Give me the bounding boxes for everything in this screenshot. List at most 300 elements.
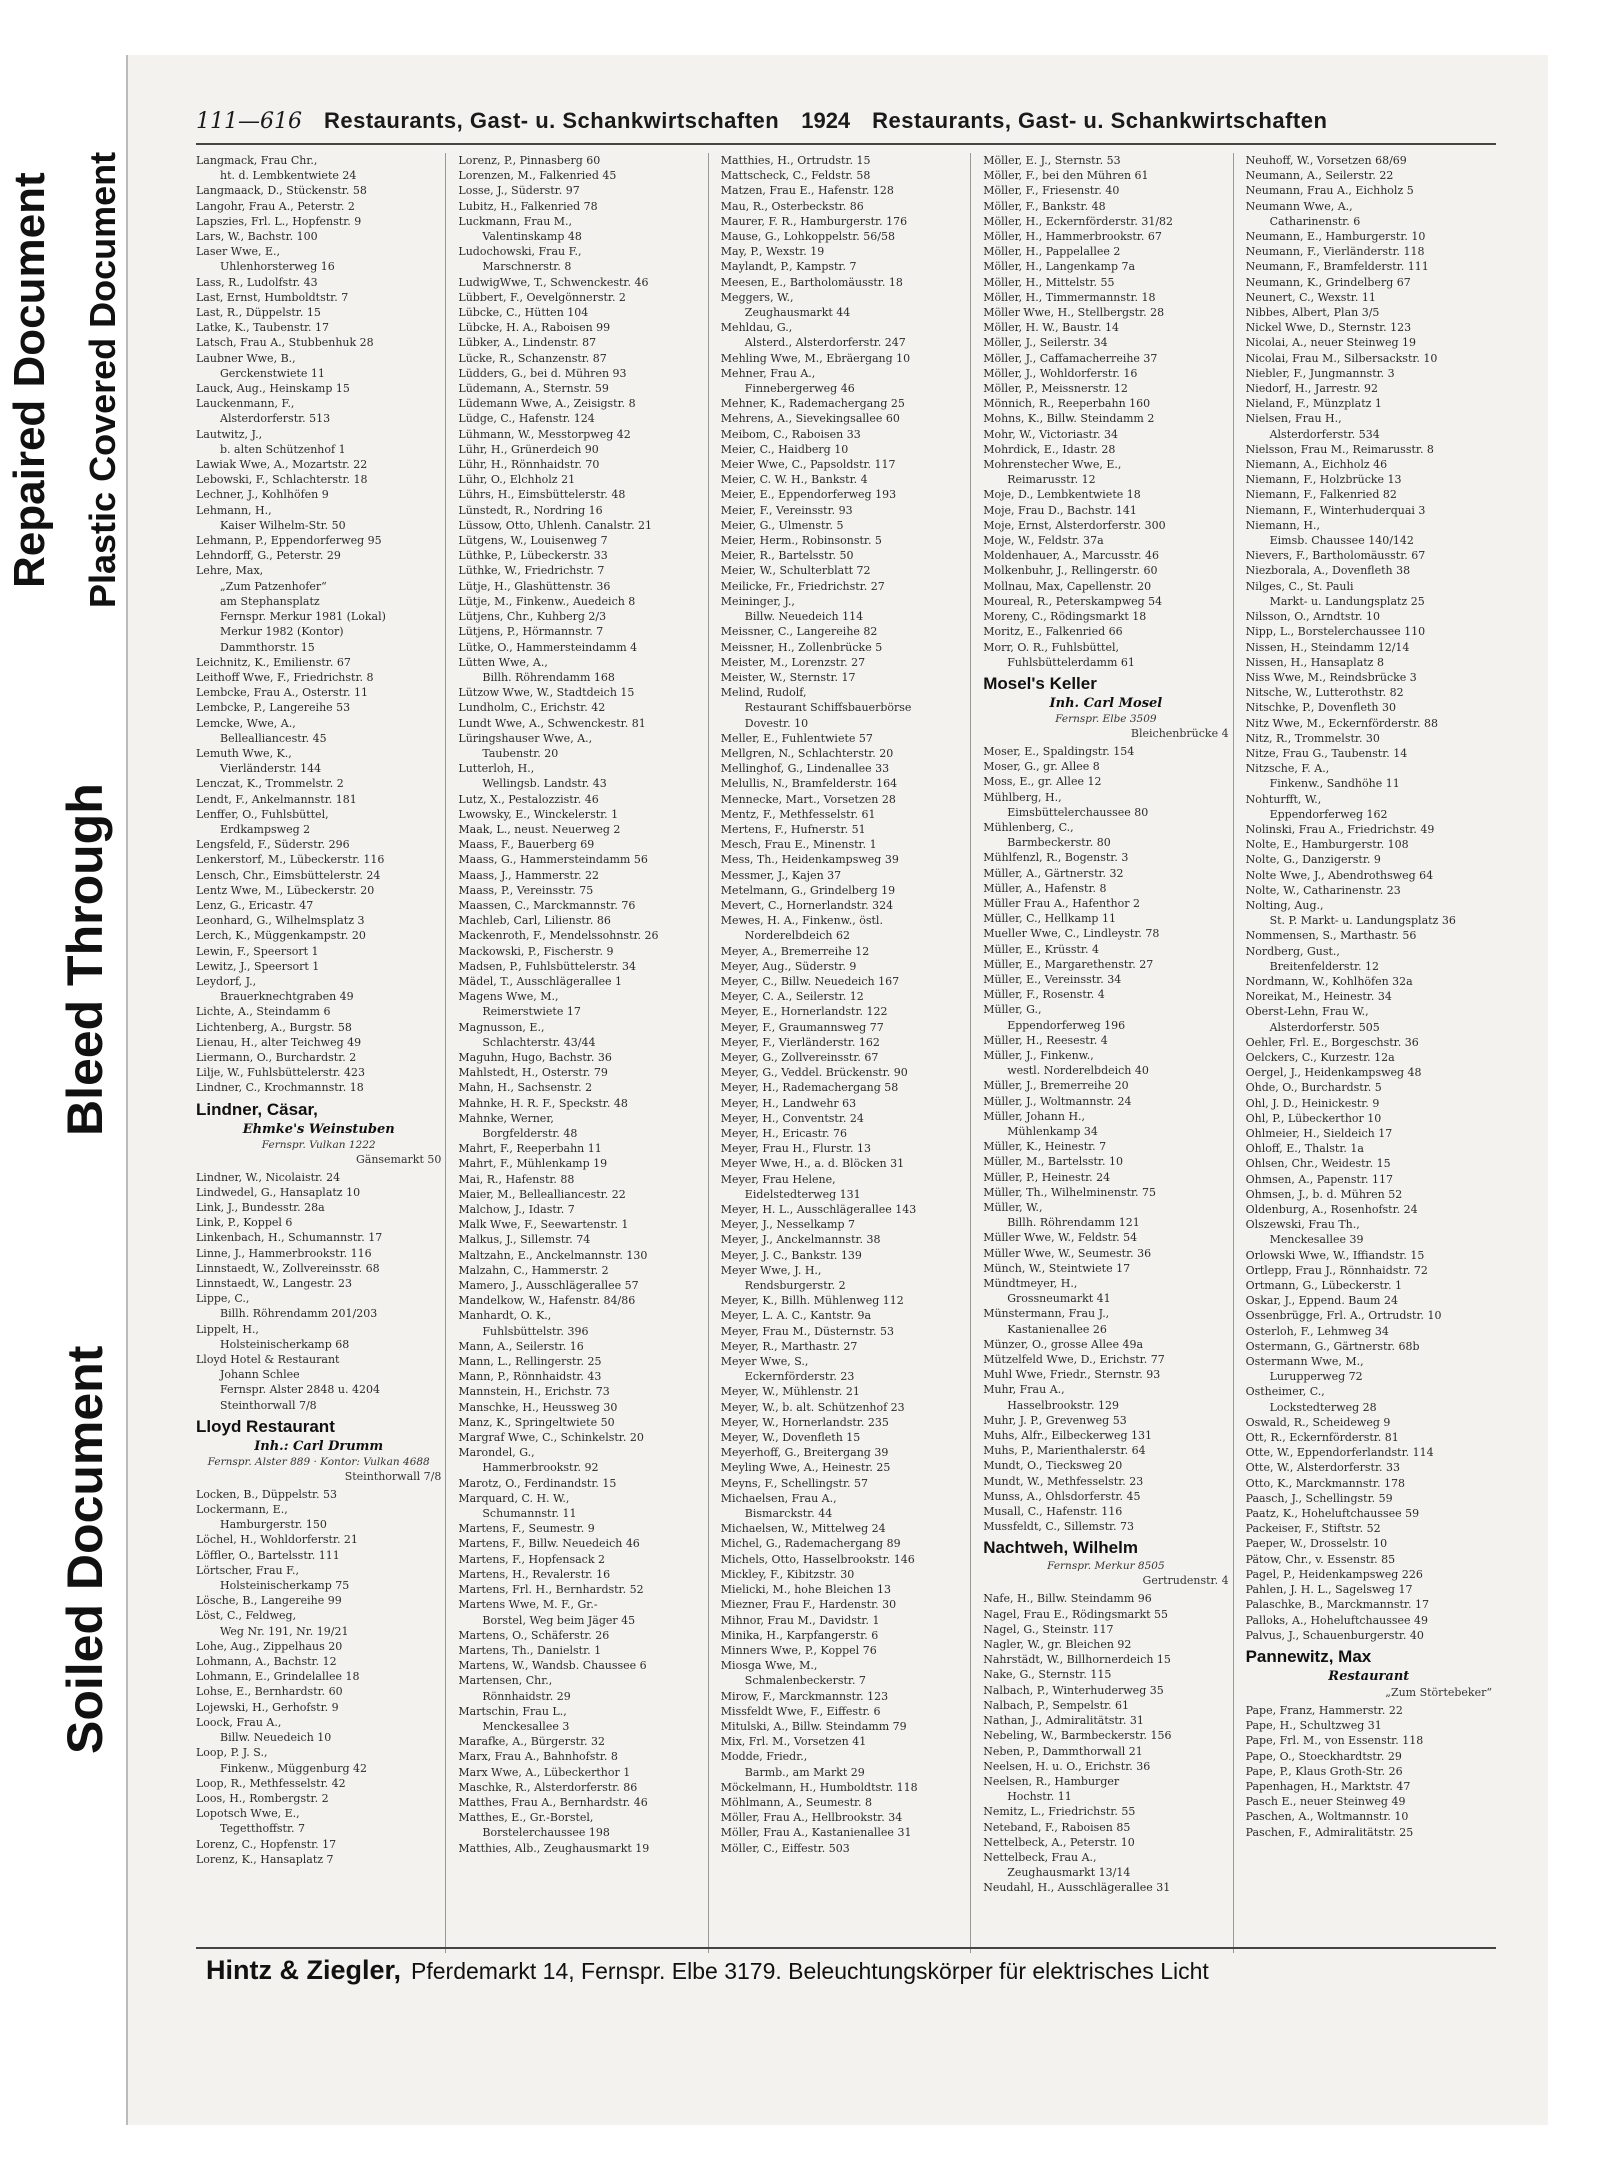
entry-address-line: Hasselbrookstr. 129 [1007,1398,1119,1412]
directory-entry: Meier, C. W. H., Bankstr. 4 [720,473,868,487]
advertisement-sub2: Bleichenbrücke 4 [1130,726,1229,740]
entry-address-line: Billh. Röhrendamm 121 [1007,1216,1140,1230]
directory-entry: Meggers, W., [720,290,794,304]
directory-entry: Möller, H., Mittelstr. 55 [983,275,1115,289]
directory-entry: Meyer, W., Mühlenstr. 21 [720,1385,860,1399]
directory-entry: Nicolai, A., neuer Steinweg 19 [1245,336,1417,350]
directory-entry: Lengsfeld, F., Süderstr. 296 [196,838,350,852]
directory-entry: Müller, Th., Wilhelminenstr. 75 [983,1185,1157,1199]
entry-address-line: Reimerstwiete 17 [482,1005,581,1019]
directory-entry: Nebeling, W., Barmbeckerstr. 156 [983,1729,1172,1743]
advertisement-title: Pannewitz, Max [1245,1646,1372,1666]
directory-entry: Lenczat, K., Trommelstr. 2 [196,777,344,791]
directory-entry: Lerch, K., Müggenkampstr. 20 [196,929,366,943]
directory-entry: Niss Wwe, M., Reindsbrücke 3 [1245,670,1417,684]
directory-entry: Meyer, J., Nesselkamp 7 [720,1218,856,1232]
directory-entry: Müller Frau A., Hafenthor 2 [983,896,1140,910]
directory-entry: Lühr, O., Elchholz 21 [458,473,576,487]
directory-entry: Losse, J., Süderstr. 97 [458,184,580,198]
directory-entry: Niemann, A., Eichholz 46 [1245,458,1388,472]
directory-entry: Müller Wwe, W., Seumestr. 36 [983,1246,1152,1260]
directory-entry: Lopotsch Wwe, E., [196,1807,300,1821]
directory-entry: Mattscheck, C., Feldstr. 58 [720,169,871,183]
directory-entry: Mewes, H. A., Finkenw., östl. [720,914,883,928]
directory-entry: Ohl, J. D., Heinickestr. 9 [1245,1096,1380,1110]
directory-entry: Mahlstedt, H., Osterstr. 79 [458,1066,608,1080]
directory-entry: Ohloff, E., Thalstr. 1a [1245,1142,1364,1156]
directory-entry: Möller, H., Langenkamp 7a [983,260,1136,274]
entry-address-line: Erdkampsweg 2 [220,822,311,836]
directory-entry: Linkenbach, H., Schumannstr. 17 [196,1231,383,1245]
directory-entry: Mackenroth, F., Mendelssohnstr. 26 [458,929,659,943]
directory-entry: Müller, J., Bremerreihe 20 [983,1079,1129,1093]
directory-entry: Meier, G., Ulmenstr. 5 [720,518,844,532]
directory-entry: Lilje, W., Fuhlsbüttelerstr. 423 [196,1066,365,1080]
entry-address-line: Breitenfelderstr. 12 [1269,959,1379,973]
entry-address-line: Eppendorferweg 196 [1007,1018,1126,1032]
directory-entry: Pape, Franz, Hammerstr. 22 [1245,1703,1403,1717]
entry-address-line: Steinthorwall 7/8 [220,1398,317,1412]
directory-entry: Magens Wwe, M., [458,990,559,1004]
directory-entry: Lentz Wwe, M., Lübeckerstr. 20 [196,883,375,897]
directory-entry: Meier, E., Eppendorferweg 193 [720,488,897,502]
directory-entry: Mohrenstecher Wwe, E., [983,458,1122,472]
directory-entry: Nolte, W., Catharinenstr. 23 [1245,883,1401,897]
directory-entry: Niezborala, A., Dovenfleth 38 [1245,564,1411,578]
directory-entry: Nolte, G., Danzigerstr. 9 [1245,853,1381,867]
directory-entry: Meyer, Frau M., Düsternstr. 53 [720,1324,895,1338]
directory-entry: Meyer, C. A., Seilerstr. 12 [720,990,864,1004]
advertisement-sub: Restaurant [1328,1668,1410,1684]
directory-entry: Latke, K., Taubenstr. 17 [196,321,330,335]
directory-entry: Mahrt, F., Mühlenkamp 19 [458,1157,608,1171]
directory-entry: Mühlfenzl, R., Bogenstr. 3 [983,851,1129,865]
directory-entry: Neudahl, H., Ausschlägerallee 31 [983,1881,1171,1895]
directory-entry: Müller, P., Heinestr. 24 [983,1170,1111,1184]
directory-entry: Lenffer, O., Fuhlsbüttel, [196,807,329,821]
directory-entry: Lohse, E., Bernhardstr. 60 [196,1685,343,1699]
directory-entry: Michel, G., Rademachergang 89 [720,1537,901,1551]
directory-entry: Meier, F., Vereinsstr. 93 [720,503,853,517]
directory-entry: Mertens, F., Hufnerstr. 51 [720,822,866,836]
directory-entry: Löffler, O., Bartelsstr. 111 [196,1548,340,1562]
directory-entry: Möller, H., Eckernförderstr. 31/82 [983,214,1174,228]
advertisement-title: Nachtweh, Wilhelm [983,1538,1138,1558]
directory-entry: Liermann, O., Burchardstr. 2 [196,1050,357,1064]
directory-entry: Paschen, F., Admiralitätstr. 25 [1245,1825,1414,1839]
directory-entry: Meibom, C., Raboisen 33 [720,427,861,441]
directory-entry: Manhardt, O. K., [458,1309,552,1323]
directory-entry: Lütjens, P., Hörmannstr. 7 [458,625,604,639]
directory-entry: Meyer, W., Hornerlandstr. 235 [720,1415,889,1429]
directory-entry: Meissner, H., Zollenbrücke 5 [720,640,883,654]
directory-column-5 [1246,153,1496,1953]
directory-entry: Maschke, R., Alsterdorferstr. 86 [458,1780,638,1794]
entry-address-line: Marschnerstr. 8 [482,260,572,274]
directory-entry: Maylandt, P., Kampstr. 7 [720,260,857,274]
entry-address-line: Gerckenstwiete 11 [220,366,325,380]
advertisement-line: Fernspr. Elbe 3509 [1055,712,1157,725]
advertisement-sub2: „Zum Störtebeker“ [1385,1685,1492,1699]
directory-entry: Meyer, W., Dovenfleth 15 [720,1431,861,1445]
directory-entry: Maass, G., Hammersteindamm 56 [458,853,648,867]
entry-address-line: westl. Norderelbdeich 40 [1007,1064,1149,1078]
entry-address-line: Barmbeckerstr. 80 [1007,836,1111,850]
directory-entry: Mirow, F., Marckmannstr. 123 [720,1689,889,1703]
directory-entry: Meyer, F., Graumannsweg 77 [720,1020,884,1034]
label-repaired-document: Repaired Document [0,120,60,640]
directory-entry: Martens, Frl. H., Bernhardstr. 52 [458,1583,644,1597]
directory-entry: Nahrstädt, W., Billhornerdeich 15 [983,1653,1171,1667]
directory-entry: Ohlsen, Chr., Weidestr. 15 [1245,1157,1391,1171]
directory-entry: Möller, H., Hammerbrookstr. 67 [983,230,1162,244]
entry-address-line: Merkur 1982 (Kontor) [220,625,344,639]
directory-entry: Mueller Wwe, C., Lindleystr. 78 [983,927,1160,941]
directory-entry: Meyer Wwe, S., [720,1355,809,1369]
directory-column-2 [458,153,708,1953]
directory-entry: LudwigWwe, T., Schwenckestr. 46 [458,275,649,289]
directory-entry: Löst, C., Feldweg, [196,1609,297,1623]
directory-entry: Lembcke, P., Langereihe 53 [196,701,351,715]
directory-entry: Papenhagen, H., Marktstr. 47 [1245,1779,1411,1793]
directory-entry: Meyer, L. A. C., Kantstr. 9a [720,1309,872,1323]
directory-entry: Mönnich, R., Reeperbahn 160 [983,397,1151,411]
directory-entry: Marafke, A., Bürgerstr. 32 [458,1735,606,1749]
directory-entry: Nordmann, W., Kohlhöfen 32a [1245,974,1413,988]
directory-entry: Meissner, C., Langereihe 82 [720,625,878,639]
directory-column-3 [721,153,971,1953]
directory-entry: Meyer, H., Landwehr 63 [720,1096,857,1110]
directory-entry: Mussfeldt, C., Sillemstr. 73 [983,1520,1135,1534]
directory-entry: Ostheimer, C., [1245,1385,1325,1399]
directory-entry: Müller, K., Heinestr. 7 [983,1140,1107,1154]
directory-entry: Lundt Wwe, A., Schwenckestr. 81 [458,716,646,730]
entry-address-line: Mühlenkamp 34 [1007,1124,1098,1138]
directory-entry: Munss, A., Ohlsdorferstr. 45 [983,1489,1141,1503]
directory-entry: Lünstedt, R., Nordring 16 [458,503,603,517]
directory-entry: Meyer, K., Billh. Mühlenweg 112 [720,1294,904,1308]
entry-address-line: Finnebergerweg 46 [744,382,855,396]
entry-address-line: Grossneumarkt 41 [1007,1292,1111,1306]
label-soiled-document: Soiled Document [55,1290,115,1810]
directory-entry: Nolte Wwe, J., Abendrothsweg 64 [1245,868,1434,882]
directory-entry: Mielicki, M., hohe Bleichen 13 [720,1583,891,1597]
directory-entry: Marotz, O., Ferdinandstr. 15 [458,1476,617,1490]
entry-address-line: Brauerknechtgraben 49 [220,990,354,1004]
directory-entry: Möller, E. J., Sternstr. 53 [983,154,1121,167]
directory-entry: Ohmsen, A., Papenstr. 117 [1245,1172,1393,1186]
directory-entry: Mann, P., Rönnhaidstr. 43 [458,1370,602,1384]
directory-entry: Machleb, Carl, Lilienstr. 86 [458,914,611,928]
directory-entry: Neumann Wwe, A., [1245,199,1353,213]
directory-entry: Melullis, N., Bramfelderstr. 164 [720,777,898,791]
directory-entry: Martens, O., Schäferstr. 26 [458,1628,610,1642]
directory-entry: Lütje, M., Finkenw., Auedeich 8 [458,594,636,608]
entry-address-line: Billw. Neuedeich 114 [744,610,864,624]
directory-entry: Nitzsche, F. A., [1245,762,1330,776]
directory-entry: Lühr, H., Rönnhaidstr. 70 [458,458,600,472]
entry-address-line: Tegetthoffstr. 7 [220,1822,306,1836]
directory-entry: Mehling Wwe, M., Ebräergang 10 [720,351,911,365]
directory-entry: Neumann, A., Seilerstr. 22 [1245,169,1394,183]
directory-entry: Lorenzen, M., Falkenried 45 [458,169,617,183]
directory-entry: Meyer, W., b. alt. Schützenhof 23 [720,1400,905,1414]
directory-entry: Loop, P. J. S., [196,1746,268,1760]
directory-entry: Moreny, C., Rödingsmarkt 18 [983,610,1147,624]
directory-entry: Meyer, E., Hornerlandstr. 122 [720,1005,888,1019]
directory-entry: Möller, H. W., Baustr. 14 [983,321,1119,335]
directory-entry: Lücke, R., Schanzenstr. 87 [458,351,607,365]
directory-entry: Möller, F., Bankstr. 48 [983,199,1106,213]
directory-entry: Meyling Wwe, A., Heinestr. 25 [720,1461,891,1475]
directory-entry: Linnstaedt, W., Zollvereinsstr. 68 [196,1261,380,1275]
directory-entry: Madsen, P., Fuhlsbüttelerstr. 34 [458,959,636,973]
directory-entry: Otte, W., Eppendorferlandstr. 114 [1245,1446,1434,1460]
entry-address-line: Billh. Röhrendamm 201/203 [220,1307,378,1321]
directory-column-4 [983,153,1233,1953]
directory-entry: Mentz, F., Methfesselstr. 61 [720,807,876,821]
directory-entry: Lloyd Hotel & Restaurant [196,1353,340,1367]
directory-entry: Meyer, J., Anckelmannstr. 38 [720,1233,881,1247]
directory-entry: Molkenbuhr, J., Rellingerstr. 60 [983,564,1158,578]
directory-entry: Martens, Th., Danielstr. 1 [458,1643,602,1657]
directory-entry: Lendt, F., Ankelmannstr. 181 [196,792,357,806]
directory-entry: Niemann, F., Holzbrücke 13 [1245,473,1402,487]
entry-address-line: Norderelbdeich 62 [744,929,850,943]
directory-entry: Müller, Johann H., [983,1109,1086,1123]
directory-entry: Oswald, R., Scheideweg 9 [1245,1415,1391,1429]
entry-address-line: Hammerbrookstr. 92 [482,1461,599,1475]
entry-address-line: Restaurant Schiffsbauerbörse [744,701,912,715]
directory-entry: Nievers, F., Bartholomäusstr. 67 [1245,549,1426,563]
directory-entry: Paschen, A., Woltmannstr. 10 [1245,1810,1409,1824]
advertisement-sub: Inh.: Carl Drumm [254,1438,384,1454]
entry-address-line: Eimsb. Chaussee 140/142 [1269,534,1414,548]
entry-address-line: Alsterdorferstr. 505 [1269,1020,1380,1034]
entry-address-line: Menckesallee 3 [482,1719,570,1733]
directory-entry: Packeiser, F., Stiftstr. 52 [1245,1522,1381,1536]
directory-entry: Möhlmann, A., Seumestr. 8 [720,1795,873,1809]
directory-entry: Lüdders, G., bei d. Mühren 93 [458,366,627,380]
directory-entry: Ostermann Wwe, M., [1245,1355,1364,1369]
entry-address-line: Fernspr. Merkur 1981 (Lokal) [220,610,386,624]
directory-entry: Nickel Wwe, D., Sternstr. 123 [1245,321,1412,335]
directory-entry: Lüringshauser Wwe, A., [458,731,593,745]
directory-entry: Meininger, J., [720,594,795,608]
directory-entry: Manschke, H., Heussweg 30 [458,1400,618,1414]
footer-company: Hintz & Ziegler, [206,1955,402,1985]
header-rule [196,143,1496,145]
directory-entry: Mühlenberg, C., [983,820,1074,834]
footer-text: Pferdemarkt 14, Fernspr. Elbe 3179. Beleuchtungskörper für elektrisches Licht [411,1958,1209,1984]
directory-entry: Matthies, H., Ortrudstr. 15 [720,154,871,167]
directory-entry: Lösche, B., Langereihe 99 [196,1594,342,1608]
directory-entry: Niebler, F., Jungmannstr. 3 [1245,366,1395,380]
directory-entry: Lühmann, W., Messtorpweg 42 [458,427,631,441]
directory-entry: Martens, F., Hopfensack 2 [458,1552,605,1566]
directory-entry: Meesen, E., Bartholomäusstr. 18 [720,275,903,289]
directory-entry: Möller, Frau A., Hellbrookstr. 34 [720,1811,903,1825]
directory-entry: Lutterloh, H., [458,762,535,776]
directory-entry: Meyer, G., Zollvereinsstr. 67 [720,1050,879,1064]
directory-entry: Nilsson, O., Arndtstr. 10 [1245,610,1380,624]
directory-entry: Muhr, Frau A., [983,1383,1065,1397]
directory-entry: Lass, R., Ludolfstr. 43 [196,275,318,289]
directory-entry: Müller, G., [983,1003,1042,1017]
advertisement-sub2: Gänsemarkt 50 [355,1152,442,1166]
directory-entry: Nalbach, P., Sempelstr. 61 [983,1698,1130,1712]
directory-entry: Martens, F., Billw. Neuedeich 46 [458,1537,640,1551]
advertisement-sub2: Steinthorwall 7/8 [344,1469,442,1483]
entry-address-line: Rönnhaidstr. 29 [482,1689,571,1703]
entry-address-line: Borstel, Weg beim Jäger 45 [482,1613,636,1627]
directory-entry: Lütje, H., Glashüttenstr. 36 [458,579,611,593]
directory-entry: Missfeldt Wwe, F., Eiffestr. 6 [720,1704,881,1718]
entry-address-line: Zeughausmarkt 44 [744,306,851,320]
directory-entry: Meyer, Frau Helene, [720,1172,836,1186]
directory-entry: Mädel, T., Ausschlägerallee 1 [458,974,623,988]
directory-entry: Nicolai, Frau M., Silbersackstr. 10 [1245,351,1438,365]
directory-entry: Mehldau, G., [720,321,793,335]
directory-entry: Link, J., Bundesstr. 28a [196,1201,325,1214]
directory-entry: Meyer, Aug., Süderstr. 9 [720,959,857,973]
directory-entry: Möller, H., Pappelallee 2 [983,245,1121,259]
directory-entry: Oergel, J., Heidenkampsweg 48 [1245,1066,1422,1080]
directory-entry: Messmer, J., Kajen 37 [720,868,842,882]
directory-entry: Neunert, C., Wexstr. 11 [1245,290,1376,304]
directory-entry: Nieland, F., Münzplatz 1 [1245,397,1382,411]
directory-entry: Leonhard, G., Wilhelmsplatz 3 [196,914,365,928]
entry-address-line: Schlachterstr. 43/44 [482,1035,596,1049]
entry-address-line: Billw. Neuedeich 10 [220,1731,332,1745]
directory-entry: Lojewski, H., Gerhofstr. 9 [196,1700,339,1714]
directory-entry: Mai, R., Hafenstr. 88 [458,1172,575,1186]
directory-entry: Mohns, K., Billw. Steindamm 2 [983,412,1155,426]
directory-entry: Lenz, G., Ericastr. 47 [196,898,314,912]
advertisement-pannewitz [1246,1646,1492,1700]
entry-address-line: Schumannstr. 11 [482,1507,577,1521]
directory-entry: Oldenburg, A., Rosenhofstr. 24 [1245,1203,1418,1217]
directory-entry: Lauck, Aug., Heinskamp 15 [196,382,350,396]
entry-address-line: Markt- u. Landungsplatz 25 [1269,594,1425,608]
directory-entry: Lüdemann, A., Sternstr. 59 [458,382,609,396]
footer-rule [196,1947,1496,1949]
directory-entry: Nagel, Frau E., Rödingsmarkt 55 [983,1607,1169,1621]
directory-entry: Nalbach, P., Winterhuderweg 35 [983,1683,1164,1697]
directory-entry: Otte, W., Alsterdorferstr. 33 [1245,1461,1400,1475]
directory-entry: Lindwedel, G., Hansaplatz 10 [196,1185,361,1199]
directory-entry: Link, P., Koppel 6 [196,1216,293,1230]
directory-entry: Meyer, H., Conventstr. 24 [720,1111,864,1125]
directory-entry: Pasch E., neuer Steinweg 49 [1245,1795,1406,1809]
advertisement-title: Lindner, Cäsar, [196,1099,318,1119]
directory-entry: Lütke, O., Hammersteindamm 4 [458,640,638,654]
directory-entry: Mühlberg, H., [983,790,1062,804]
entry-address-line: Kastanienallee 26 [1007,1322,1107,1336]
directory-entry: Mehner, K., Rademachergang 25 [720,397,905,411]
advertisement-title: Lloyd Restaurant [196,1416,335,1436]
directory-entry: Nolte, E., Hamburgerstr. 108 [1245,838,1409,852]
directory-entry: Meier, C., Haidberg 10 [720,442,849,456]
directory-entry: Paatz, K., Hoheluftchaussee 59 [1245,1507,1420,1521]
directory-entry: Lohmann, E., Grindelallee 18 [196,1670,360,1684]
directory-entry: Lienau, H., alter Teichweg 49 [196,1035,362,1049]
directory-entry: Lautwitz, J., [196,427,263,441]
directory-entry: Mehrens, A., Sievekingsallee 60 [720,412,900,426]
advertisement-line: Fernspr. Vulkan 1222 [261,1138,376,1151]
directory-entry: Nordberg, Gust., [1245,944,1340,958]
directory-entry: Nettelbeck, Frau A., [983,1850,1097,1864]
directory-entry: Meyer, H. L., Ausschlägerallee 143 [720,1203,917,1217]
directory-entry: Lorenz, C., Hopfenstr. 17 [196,1837,337,1851]
directory-entry: Lauckenmann, F., [196,397,295,411]
directory-entry: Mützelfeld Wwe, D., Erichstr. 77 [983,1353,1165,1367]
entry-address-line: Dammthorstr. 15 [220,640,315,654]
directory-entry: Maurer, F. R., Hamburgerstr. 176 [720,214,908,228]
directory-entry: Münch, W., Steintwiete 17 [983,1261,1131,1275]
directory-entry: Lübcke, H. A., Raboisen 99 [458,321,611,335]
document-page [126,55,1548,2125]
directory-entry: Maak, L., neust. Neuerweg 2 [458,822,621,836]
entry-address-line: Eckernförderstr. 23 [744,1370,855,1384]
entry-address-line: Menckesallee 39 [1269,1233,1364,1247]
directory-entry: Mannstein, H., Erichstr. 73 [458,1385,610,1399]
directory-entry: Mann, A., Seilerstr. 16 [458,1339,584,1353]
entry-address-line: Borgfelderstr. 48 [482,1127,578,1140]
directory-entry: Lars, W., Bachstr. 100 [196,230,318,244]
directory-entry: Mohrdick, E., Idastr. 28 [983,442,1116,456]
directory-entry: Linnstaedt, W., Langestr. 23 [196,1277,353,1291]
directory-entry: Ohde, O., Burchardstr. 5 [1245,1081,1382,1095]
directory-entry: Mahnke, Werner, [458,1111,554,1125]
directory-entry: Pätow, Chr., v. Essenstr. 85 [1245,1552,1396,1566]
advertisement-nachtweh [983,1537,1228,1588]
directory-entry: Lindner, C., Krochmannstr. 18 [196,1081,364,1095]
directory-entry: Mennecke, Mart., Vorsetzen 28 [720,792,896,806]
directory-entry: Lübcke, C., Hütten 104 [458,306,589,320]
directory-entry: Meister, M., Lorenzstr. 27 [720,655,866,669]
directory-entry: Maass, F., Bauerberg 69 [458,838,595,852]
directory-entry: Palaschke, B., Marckmannstr. 17 [1245,1598,1429,1612]
directory-entry: Olszewski, Frau Th., [1245,1218,1360,1232]
directory-entry: Laubner Wwe, B., [196,351,296,365]
directory-entry: Musall, C., Hafenstr. 116 [983,1505,1123,1519]
directory-entry: Meyer, H., Rademachergang 58 [720,1081,899,1095]
entry-address-line: Vierländerstr. 144 [220,762,322,776]
directory-entry: Möller, F., Friesenstr. 40 [983,184,1120,198]
directory-entry: Moje, W., Feldstr. 37a [983,534,1104,548]
directory-entry: Mahnke, H. R. F., Speckstr. 48 [458,1096,628,1110]
directory-entry: Nolinski, Frau A., Friedrichstr. 49 [1245,822,1435,836]
directory-entry: Möller, J., Seilerstr. 34 [983,336,1108,350]
directory-entry: Lühr, H., Grünerdeich 90 [458,442,599,456]
directory-entry: Nielsson, Frau M., Reimarusstr. 8 [1245,442,1434,456]
directory-entry: Neumann, F., Vierländerstr. 118 [1245,245,1425,259]
advertisement-sub: Inh. Carl Mosel [1049,695,1163,711]
directory-entry: Lawiak Wwe, A., Mozartstr. 22 [196,458,368,472]
directory-entry: Moje, Ernst, Alsterdorferstr. 300 [983,518,1166,532]
directory-entry: Meier Wwe, C., Papsoldstr. 117 [720,458,896,472]
directory-entry: Nommensen, S., Marthastr. 56 [1245,929,1417,943]
directory-entry: Münzer, O., grosse Allee 49a [983,1337,1144,1351]
header-title-right: Restaurants, Gast- u. Schankwirtschaften [872,108,1328,133]
directory-entry: Moritz, E., Falkenried 66 [983,625,1123,639]
directory-entry: Niemann, H., [1245,518,1320,532]
entry-address-line: Finkenw., Müggenburg 42 [220,1761,368,1775]
entry-address-line: Fuhlsbüttelerdamm 61 [1007,655,1135,669]
advertisement-lindner [196,1099,441,1167]
directory-entry: Mellgren, N., Schlachterstr. 20 [720,746,894,760]
